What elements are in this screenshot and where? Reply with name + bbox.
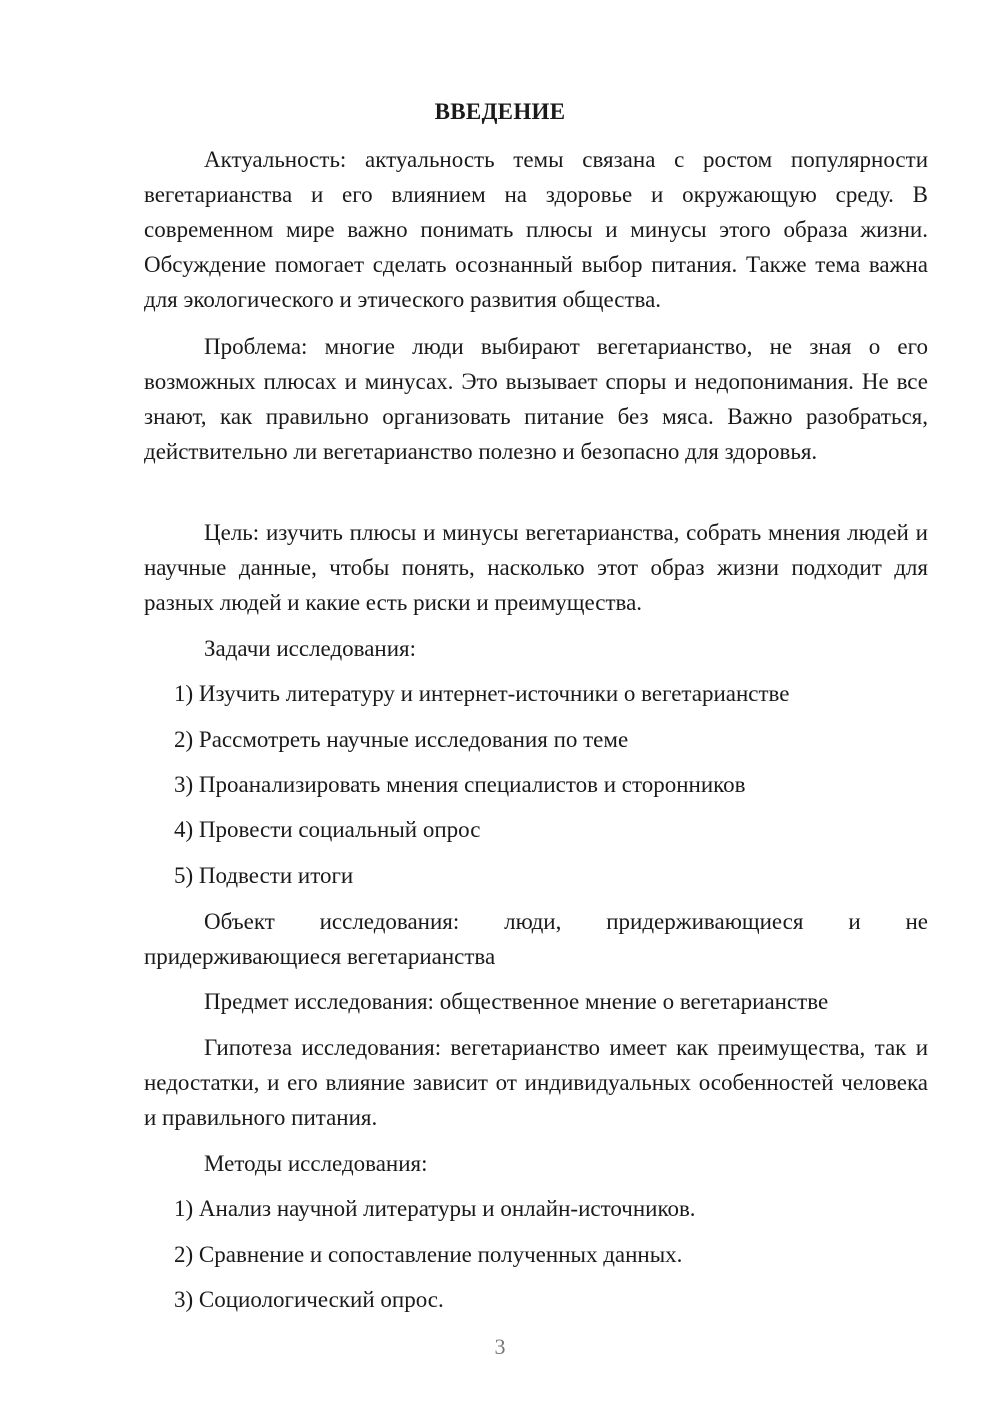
method-item: 1) Анализ научной литературы и онлайн-источников. [174,1196,696,1221]
task-item: 1) Изучить литературу и интернет-источники о вегетарианстве [174,681,790,706]
section-title: ВВЕДЕНИЕ [434,99,566,124]
task-item: 5) Подвести итоги [174,863,354,888]
method-item: 3) Социологический опрос. [174,1287,444,1312]
object-paragraph: Объект исследования: люди, придерживающиеся и не придерживающиеся вегетарианства [144,909,928,969]
task-item: 2) Рассмотреть научные исследования по теме [174,727,629,752]
goal-paragraph: Цель: изучить плюсы и минусы вегетарианства, собрать мнения людей и научные данные, чтобы понять, насколько этот образ жизни подходит для разных людей и какие есть риски и преимущества. [144,520,928,615]
methods-heading: Методы исследования: [204,1151,428,1176]
hypothesis-paragraph: Гипотеза исследования: вегетарианство имеет как преимущества, так и недостатки, и его влияние зависит от индивидуальных особенностей человека и правильного питания. [144,1035,928,1130]
method-item: 2) Сравнение и сопоставление полученных данных. [174,1242,683,1267]
page-number: 3 [494,1334,506,1359]
task-item: 4) Провести социальный опрос [174,817,481,842]
task-item: 3) Проанализировать мнения специалистов и сторонников [174,772,746,797]
problem-paragraph: Проблема: многие люди выбирают вегетарианство, не зная о его возможных плюсах и минусах. Это вызывает споры и недопонимания. Не все знают, как правильно организовать питание без мяса. Важно разобраться, действительно ли вегетарианство полезно и безопасно для здоровья. [144,334,928,464]
relevance-paragraph: Актуальность: актуальность темы связана с ростом популярности вегетарианства и его влиянием на здоровье и окружающую среду. В современном мире важно понимать плюсы и минусы этого образа жизни. Обсуждение помогает сделать осознанный выбор питания. Также тема важна для экологического и этического развития общества. [144,147,928,312]
subject-paragraph: Предмет исследования: общественное мнение о вегетарианстве [204,989,829,1014]
tasks-heading: Задачи исследования: [204,636,417,661]
